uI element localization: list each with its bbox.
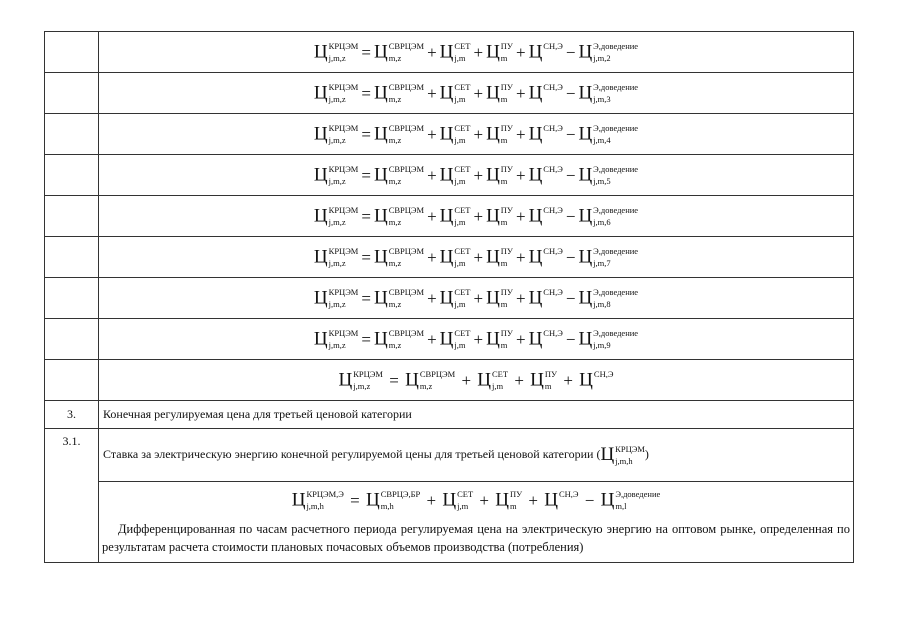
formula-row <box>45 73 854 114</box>
section-number: 3. <box>45 401 99 429</box>
section-body-cell <box>99 482 854 563</box>
formula-31: Ц КРЦЭМ,Э j,m,h = Ц СВРЦЭ,БР m,h + Ц СЕТ j,m + Ц ПУ m + Ц СН,Э − Ц Э,доведение m,l <box>291 489 661 511</box>
formula-cell: Ц КРЦЭМ j,m,z = Ц СВРЦЭМ m,z + Ц СЕТ j,m + Ц ПУ m + Ц СН,Э − Ц Э,доведение j,m,3 <box>99 73 854 114</box>
number-cell-empty <box>45 237 99 278</box>
number-cell-empty <box>45 196 99 237</box>
number-cell-empty <box>45 319 99 360</box>
formula-cell: Ц КРЦЭМ j,m,z = Ц СВРЦЭМ m,z + Ц СЕТ j,m + Ц ПУ m + Ц СН,Э − Ц Э,доведение j,m,2 <box>99 32 854 73</box>
formula-cell: Ц КРЦЭМ j,m,z = Ц СВРЦЭМ m,z + Ц СЕТ j,m + Ц ПУ m + Ц СН,Э − Ц Э,доведение j,m,7 <box>99 237 854 278</box>
formula-cell: Ц КРЦЭМ j,m,z = Ц СВРЦЭМ m,z + Ц СЕТ j,m + Ц ПУ m + Ц СН,Э <box>99 360 854 401</box>
number-cell-empty <box>45 278 99 319</box>
formula-cell: Ц КРЦЭМ j,m,z = Ц СВРЦЭМ m,z + Ц СЕТ j,m + Ц ПУ m + Ц СН,Э − Ц Э,доведение j,m,8 <box>99 278 854 319</box>
section-31-row <box>45 429 854 482</box>
number-cell-empty <box>45 73 99 114</box>
formula-row <box>45 237 854 278</box>
number-cell-empty <box>45 114 99 155</box>
formula-row <box>45 32 854 73</box>
formula-row <box>45 155 854 196</box>
section-description: Дифференцированная по часам расчетного периода регулируемая цена на электрическую энергию на оптовом рынке, определенная по результатам расчета стоимости плановых почасовых объемов производства (потребления) <box>102 522 850 554</box>
section-number: 3.1. <box>45 429 99 563</box>
document-table <box>44 31 854 563</box>
section-3-row <box>45 401 854 429</box>
number-cell-empty <box>45 155 99 196</box>
formula-row <box>45 196 854 237</box>
number-cell-empty <box>45 360 99 401</box>
formula-row <box>45 319 854 360</box>
formula-cell: Ц КРЦЭМ j,m,z = Ц СВРЦЭМ m,z + Ц СЕТ j,m + Ц ПУ m + Ц СН,Э − Ц Э,доведение j,m,4 <box>99 114 854 155</box>
section-title: Конечная регулируемая цена для третьей ценовой категории <box>99 401 854 429</box>
number-cell-empty <box>45 32 99 73</box>
formula-row <box>45 278 854 319</box>
formula-cell: Ц КРЦЭМ j,m,z = Ц СВРЦЭМ m,z + Ц СЕТ j,m + Ц ПУ m + Ц СН,Э − Ц Э,доведение j,m,6 <box>99 196 854 237</box>
formula-row <box>45 114 854 155</box>
section-31-body <box>45 482 854 563</box>
formula-cell: Ц КРЦЭМ j,m,z = Ц СВРЦЭМ m,z + Ц СЕТ j,m + Ц ПУ m + Ц СН,Э − Ц Э,доведение j,m,5 <box>99 155 854 196</box>
formula-row-final <box>45 360 854 401</box>
section-title: Ставка за электрическую энергию конечной регулируемой цены для третьей ценовой категории (Ц КРЦЭМ j,m,h ) <box>99 429 854 482</box>
formula-cell: Ц КРЦЭМ j,m,z = Ц СВРЦЭМ m,z + Ц СЕТ j,m + Ц ПУ m + Ц СН,Э − Ц Э,доведение j,m,9 <box>99 319 854 360</box>
